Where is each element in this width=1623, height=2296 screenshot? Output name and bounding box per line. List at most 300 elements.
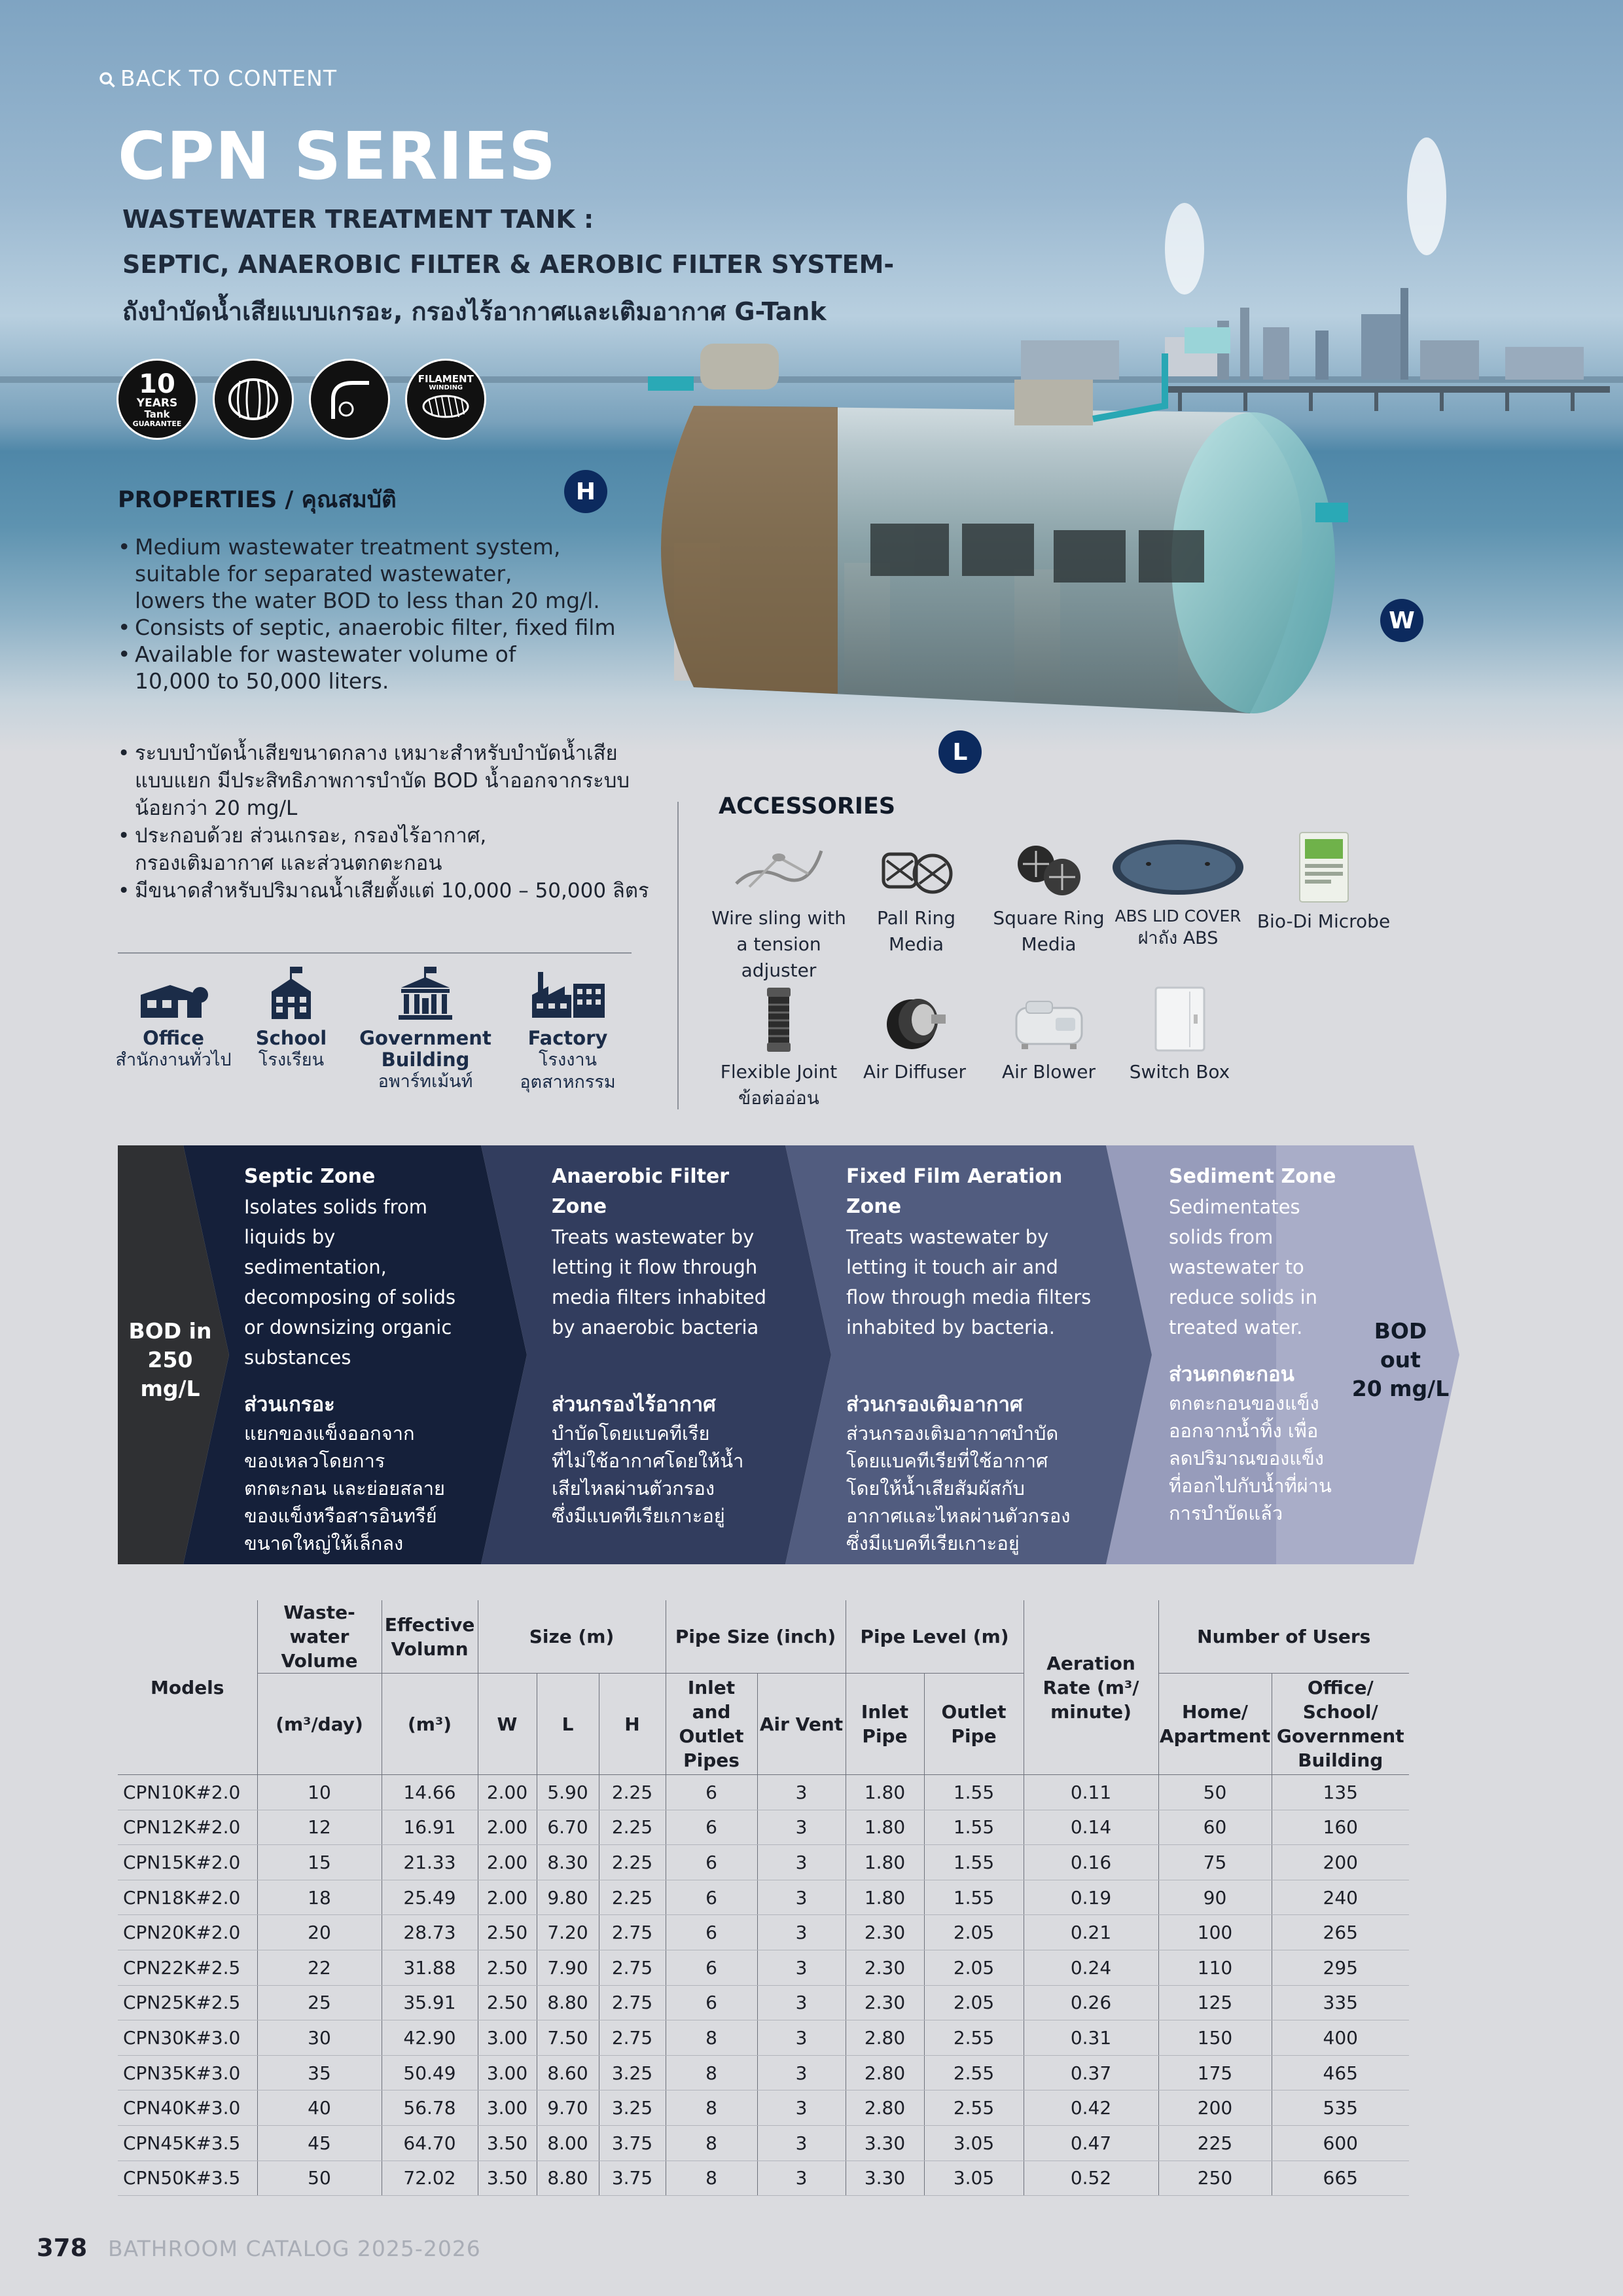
warranty-badge <box>116 359 198 440</box>
zone-thai-line: ส่วนกรองเติมอากาศบำบัด <box>846 1422 1059 1444</box>
header-wastewater-unit: (m³/day) <box>257 1674 382 1775</box>
building-office <box>111 975 236 1071</box>
table-cell: 45 <box>257 2125 382 2161</box>
zone-thai-line: ตกตะกอน และย่อยสลาย <box>244 1477 446 1499</box>
table-cell: 2.00 <box>478 1845 537 1880</box>
header-inlet-pipe <box>846 1674 924 1775</box>
air-diffuser-icon <box>879 988 951 1054</box>
accessory-switch-box <box>1116 985 1243 1085</box>
table-cell: 3.30 <box>846 2125 924 2161</box>
table-cell: 8.60 <box>537 2055 599 2090</box>
factory-icon <box>529 965 607 1021</box>
table-cell: 2.05 <box>924 1950 1024 1985</box>
table-cell: 0.16 <box>1024 1845 1158 1880</box>
header-inlet-outlet-pipes <box>666 1674 757 1775</box>
treatment-process-diagram <box>118 1145 1459 1564</box>
accessories-divider <box>677 802 679 1109</box>
zone-thai-line: โดยแบคทีเรียที่ใช้อากาศ <box>846 1450 1048 1472</box>
zone-title: Septic Zone <box>244 1165 376 1188</box>
accessory-abs-lid <box>1103 834 1253 950</box>
building-office-label: Office <box>143 1027 204 1049</box>
accessory-label: Switch Box <box>1129 1061 1230 1083</box>
zone-desc-line: Sedimentates <box>1169 1196 1300 1218</box>
property-line: Consists of septic, anaerobic filter, fixed film <box>135 615 616 640</box>
table-cell: 3 <box>757 1880 846 1915</box>
table-cell: 16.91 <box>382 1810 478 1845</box>
properties-thai-list <box>118 740 649 905</box>
table-cell: 0.31 <box>1024 2020 1158 2056</box>
table-cell: 72.02 <box>382 2161 478 2196</box>
feature-badges <box>116 359 498 440</box>
pipe-bend-icon <box>320 373 379 425</box>
table-cell: 2.80 <box>846 2090 924 2126</box>
building-school-label: School <box>255 1027 327 1049</box>
table-row <box>118 2020 1409 2056</box>
model-cell: CPN30K#3.0 <box>118 2020 257 2056</box>
table-row <box>118 1950 1409 1985</box>
zone-desc-line: wastewater to <box>1169 1256 1304 1278</box>
bod-out-label <box>1342 1317 1459 1403</box>
zone-desc-line: letting it touch air and <box>846 1256 1058 1278</box>
table-cell: 8.30 <box>537 1845 599 1880</box>
table-cell: 6 <box>666 1845 757 1880</box>
filament-winding-badge <box>405 359 486 440</box>
table-cell: 6 <box>666 1950 757 1985</box>
table-cell: 110 <box>1158 1950 1272 1985</box>
air-blower-icon <box>1010 992 1088 1054</box>
table-cell: 2.30 <box>846 1985 924 2020</box>
table-cell: 2.75 <box>599 2020 666 2056</box>
table-cell: 6 <box>666 1880 757 1915</box>
table-cell: 0.42 <box>1024 2090 1158 2126</box>
winding-label: WINDING <box>429 384 463 392</box>
zone-thai-line: บำบัดโดยแบคทีเรีย <box>552 1422 710 1444</box>
table-cell: 0.24 <box>1024 1950 1158 1985</box>
square-ring-icon <box>1007 838 1092 900</box>
table-cell: 2.30 <box>846 1950 924 1985</box>
table-cell: 8 <box>666 2161 757 2196</box>
search-icon <box>98 71 116 89</box>
table-cell: 150 <box>1158 2020 1272 2056</box>
table-cell: 8 <box>666 2125 757 2161</box>
table-cell: 600 <box>1272 2125 1409 2161</box>
model-cell: CPN12K#2.0 <box>118 1810 257 1845</box>
zone-desc-line: substances <box>244 1346 351 1369</box>
header-size: Size (m) <box>478 1600 666 1674</box>
header-text: School/ <box>1302 1701 1378 1723</box>
table-cell: 3.00 <box>478 2055 537 2090</box>
header-text: minute) <box>1050 1700 1132 1723</box>
header-number-of-users: Number of Users <box>1158 1600 1409 1674</box>
table-row <box>118 1985 1409 2020</box>
zone-thai-line: ซึ่งมีแบคทีเรียเกาะอยู่ <box>552 1505 725 1527</box>
zone-desc-line: liquids by sedimentation, <box>244 1226 387 1278</box>
table-cell: 2.55 <box>924 2020 1024 2056</box>
table-cell: 3 <box>757 1950 846 1985</box>
table-cell: 2.25 <box>599 1845 666 1880</box>
header-air-vent: Air Vent <box>757 1674 846 1775</box>
bod-out-line: BOD <box>1374 1318 1427 1344</box>
zone-thai-line: ที่ไม่ใช้อากาศโดยให้น้ำ <box>552 1450 744 1472</box>
table-cell: 3.50 <box>478 2161 537 2196</box>
zone-desc-line: letting it flow through <box>552 1256 758 1278</box>
model-cell: CPN20K#2.0 <box>118 1915 257 1950</box>
model-cell: CPN18K#2.0 <box>118 1880 257 1915</box>
zone-thai-line: ของเหลวโดยการ <box>244 1450 385 1472</box>
accessory-label: Bio-Di Microbe <box>1257 910 1391 932</box>
table-cell: 40 <box>257 2090 382 2126</box>
property-line: lowers the water BOD to less than 20 mg/l. <box>135 588 600 613</box>
property-bullet <box>118 641 616 694</box>
property-bullet <box>118 614 616 641</box>
header-text: Building <box>1298 1749 1383 1771</box>
table-cell: 56.78 <box>382 2090 478 2126</box>
table-row <box>118 1880 1409 1915</box>
table-cell: 9.70 <box>537 2090 599 2126</box>
zone-thai-line: ขนาดใหญ่ให้เล็กลง <box>244 1532 404 1554</box>
accessory-label: Pall Ring <box>877 907 955 929</box>
header-h: H <box>599 1674 666 1775</box>
table-cell: 64.70 <box>382 2125 478 2161</box>
zone-desc-line: treated water. <box>1169 1316 1303 1338</box>
zone-desc-line: by anaerobic bacteria <box>552 1316 759 1338</box>
properties-title: PROPERTIES / คุณสมบัติ <box>118 487 397 513</box>
property-line: น้อยกว่า 20 mg/L <box>135 797 298 820</box>
subtitle-line-1: WASTEWATER TREATMENT TANK : <box>122 205 594 234</box>
zone-desc-line: solids from <box>1169 1226 1274 1248</box>
header-office-building <box>1272 1674 1409 1775</box>
zone-title: Anaerobic Filter Zone <box>552 1165 730 1218</box>
building-office-thai: สำนักงานทั่วไป <box>115 1050 232 1070</box>
table-cell: 240 <box>1272 1880 1409 1915</box>
table-cell: 9.80 <box>537 1880 599 1915</box>
table-row <box>118 2161 1409 2196</box>
table-cell: 250 <box>1158 2161 1272 2196</box>
zone-desc-line: inhabited by bacteria. <box>846 1316 1055 1338</box>
table-cell: 2.50 <box>478 1915 537 1950</box>
table-cell: 3 <box>757 1810 846 1845</box>
bod-in-line: BOD in <box>128 1318 212 1344</box>
pall-ring-icon <box>874 838 959 900</box>
table-row <box>118 2125 1409 2161</box>
table-cell: 20 <box>257 1915 382 1950</box>
table-cell: 2.25 <box>599 1880 666 1915</box>
table-cell: 3 <box>757 1915 846 1950</box>
table-cell: 1.80 <box>846 1845 924 1880</box>
table-cell: 2.55 <box>924 2090 1024 2126</box>
wire-sling-icon <box>730 838 828 900</box>
dimension-l-marker: L <box>938 730 982 774</box>
table-cell: 8 <box>666 2090 757 2126</box>
property-bullet <box>118 533 616 614</box>
table-cell: 50.49 <box>382 2055 478 2090</box>
header-text: Pipe <box>951 1725 997 1747</box>
zone-thai-line: ของแข็งหรือสารอินทรีย์ <box>244 1505 437 1527</box>
table-cell: 535 <box>1272 2090 1409 2126</box>
table-cell: 1.80 <box>846 1775 924 1810</box>
property-bullet <box>118 740 649 822</box>
table-cell: 225 <box>1158 2125 1272 2161</box>
header-effective-unit: (m³) <box>382 1674 478 1775</box>
header-text: Pipe <box>862 1725 908 1747</box>
subtitle-line-2: SEPTIC, ANAEROBIC FILTER & AEROBIC FILTER SYSTEM- <box>122 250 895 279</box>
zone-anaerobic-filter <box>552 1162 787 1530</box>
table-cell: 0.11 <box>1024 1775 1158 1810</box>
zone-desc-line: flow through media filters <box>846 1286 1092 1308</box>
table-cell: 3 <box>757 2090 846 2126</box>
property-line: กรองเติมอากาศ และส่วนตกตะกอน <box>135 852 442 875</box>
table-cell: 90 <box>1158 1880 1272 1915</box>
table-cell: 0.52 <box>1024 2161 1158 2196</box>
zone-thai-title: ส่วนเกรอะ <box>244 1393 335 1416</box>
header-text: Aeration <box>1046 1652 1135 1674</box>
bod-out-value: 20 mg/L <box>1351 1376 1450 1401</box>
model-cell: CPN35K#3.0 <box>118 2055 257 2090</box>
header-pipe-size: Pipe Size (inch) <box>666 1600 846 1674</box>
zone-desc-line: Isolates solids from <box>244 1196 427 1218</box>
table-cell: 25.49 <box>382 1880 478 1915</box>
table-cell: 18 <box>257 1880 382 1915</box>
table-cell: 50 <box>1158 1775 1272 1810</box>
table-cell: 3 <box>757 2125 846 2161</box>
accessory-label-2: ข้อต่ออ่อน <box>738 1087 819 1109</box>
table-cell: 3.75 <box>599 2161 666 2196</box>
header-text: Volumn <box>391 1638 469 1660</box>
tank-outline-icon <box>224 373 283 425</box>
table-cell: 1.80 <box>846 1810 924 1845</box>
table-cell: 2.05 <box>924 1985 1024 2020</box>
building-factory-label: Factory <box>527 1027 608 1049</box>
table-cell: 35.91 <box>382 1985 478 2020</box>
header-text: Effective <box>384 1613 475 1636</box>
table-cell: 2.50 <box>478 1985 537 2020</box>
model-cell: CPN40K#3.0 <box>118 2090 257 2126</box>
header-home-apartment <box>1158 1674 1272 1775</box>
tank-illustration <box>622 327 1394 746</box>
accessory-air-blower <box>988 992 1109 1085</box>
table-cell: 3 <box>757 1845 846 1880</box>
office-icon <box>137 975 209 1021</box>
zone-thai-line: ที่ออกไปกับน้ำที่ผ่าน <box>1169 1475 1332 1497</box>
accessory-label: ABS LID COVER <box>1115 906 1241 925</box>
zone-thai-line: ซึ่งมีแบคทีเรียเกาะอยู่ <box>846 1532 1020 1554</box>
dimension-h-marker: H <box>564 470 607 513</box>
table-cell: 2.80 <box>846 2020 924 2056</box>
installation-badge <box>309 359 390 440</box>
table-cell: 2.00 <box>478 1810 537 1845</box>
table-cell: 6 <box>666 1775 757 1810</box>
table-cell: 60 <box>1158 1810 1272 1845</box>
table-cell: 465 <box>1272 2055 1409 2090</box>
header-outlet-pipe <box>924 1674 1024 1775</box>
table-row <box>118 1915 1409 1950</box>
property-bullet <box>118 877 649 905</box>
warranty-years-word: YEARS <box>136 397 178 410</box>
table-cell: 0.14 <box>1024 1810 1158 1845</box>
zone-thai-line: อากาศและไหลผ่านตัวกรอง <box>846 1505 1071 1527</box>
table-cell: 1.55 <box>924 1880 1024 1915</box>
property-line: ระบบบำบัดน้ำเสียขนาดกลาง เหมาะสำหรับบำบัดน้ำเสีย <box>135 742 618 765</box>
tank-shape-badge <box>213 359 294 440</box>
zone-thai-line: เสียไหลผ่านตัวกรอง <box>552 1477 715 1499</box>
table-cell: 3.75 <box>599 2125 666 2161</box>
model-cell: CPN10K#2.0 <box>118 1775 257 1810</box>
accessories-title: ACCESSORIES <box>719 793 896 819</box>
table-cell: 160 <box>1272 1810 1409 1845</box>
table-cell: 8.80 <box>537 2161 599 2196</box>
table-cell: 5.90 <box>537 1775 599 1810</box>
header-w: W <box>478 1674 537 1775</box>
table-cell: 14.66 <box>382 1775 478 1810</box>
table-cell: 2.75 <box>599 1915 666 1950</box>
specification-table <box>118 1600 1409 2196</box>
bod-in-label <box>118 1317 223 1403</box>
table-cell: 2.75 <box>599 1985 666 2020</box>
property-bullet <box>118 822 649 877</box>
table-cell: 1.55 <box>924 1845 1024 1880</box>
header-pipe-level: Pipe Level (m) <box>846 1600 1024 1674</box>
table-cell: 3.00 <box>478 2090 537 2126</box>
table-cell: 3 <box>757 2055 846 2090</box>
table-row <box>118 2055 1409 2090</box>
table-cell: 3.05 <box>924 2161 1024 2196</box>
table-cell: 50 <box>257 2161 382 2196</box>
accessory-label-2: ฝาถัง ABS <box>1137 928 1219 948</box>
model-cell: CPN22K#2.5 <box>118 1950 257 1985</box>
table-cell: 3 <box>757 2020 846 2056</box>
header-wastewater-volume <box>257 1600 382 1674</box>
catalog-name: BATHROOM CATALOG 2025-2026 <box>108 2236 481 2261</box>
table-cell: 3.50 <box>478 2125 537 2161</box>
accessory-air-diffuser <box>857 988 972 1085</box>
table-cell: 135 <box>1272 1775 1409 1810</box>
zone-thai-line: ออกจากน้ำทิ้ง เพื่อ <box>1169 1420 1319 1442</box>
flexible-joint-icon <box>759 985 798 1054</box>
property-line: แบบแยก มีประสิทธิภาพการบำบัด BOD น้ำออกจากระบบ <box>135 769 630 793</box>
abs-lid-cover-icon <box>1109 834 1247 900</box>
school-icon <box>265 965 317 1021</box>
table-cell: 8 <box>666 2055 757 2090</box>
table-cell: 0.26 <box>1024 1985 1158 2020</box>
table-cell: 0.47 <box>1024 2125 1158 2161</box>
header-aeration-rate <box>1024 1600 1158 1775</box>
subtitle-line-3: ถังบำบัดน้ำเสียแบบเกรอะ, กรองไร้อากาศและเติมอากาศ G-Tank <box>122 297 827 326</box>
header-text: Government <box>1276 1725 1404 1747</box>
table-cell: 1.55 <box>924 1775 1024 1810</box>
header-models: Models <box>118 1600 257 1775</box>
table-cell: 125 <box>1158 1985 1272 2020</box>
header-text: Volume <box>281 1650 358 1672</box>
table-cell: 2.75 <box>599 1950 666 1985</box>
page-title: CPN SERIES <box>118 118 557 194</box>
header-text: Inlet <box>861 1701 909 1723</box>
table-cell: 6.70 <box>537 1810 599 1845</box>
accessory-label: Flexible Joint <box>720 1061 838 1083</box>
building-school-thai: โรงเรียน <box>258 1050 325 1070</box>
table-cell: 3 <box>757 2161 846 2196</box>
zone-thai-line: การบำบัดแล้ว <box>1169 1502 1283 1524</box>
microbe-pack-icon <box>1294 831 1353 903</box>
filament-label: FILAMENT <box>418 373 474 386</box>
property-line: suitable for separated wastewater, <box>135 561 512 586</box>
warranty-tank-word: Tank <box>144 408 170 421</box>
bod-in-unit: mg/L <box>140 1376 200 1401</box>
table-cell: 265 <box>1272 1915 1409 1950</box>
property-line: Available for wastewater volume of <box>135 641 516 667</box>
table-row <box>118 1845 1409 1880</box>
table-cell: 12 <box>257 1810 382 1845</box>
table-cell: 15 <box>257 1845 382 1880</box>
header-text: Apartment <box>1159 1725 1271 1747</box>
accessory-label: Wire sling with <box>711 907 846 929</box>
table-cell: 1.55 <box>924 1810 1024 1845</box>
header-text: and <box>692 1701 731 1723</box>
header-effective-volume <box>382 1600 478 1674</box>
model-cell: CPN50K#3.5 <box>118 2161 257 2196</box>
accessory-label-2: Media <box>1021 933 1077 955</box>
property-line: มีขนาดสำหรับปริมาณน้ำเสียตั้งแต่ 10,000 – 50,000 ลิตร <box>135 879 649 903</box>
bod-in-value: 250 <box>147 1347 193 1372</box>
zone-desc-line: media filters inhabited <box>552 1286 767 1308</box>
table-cell: 3.25 <box>599 2055 666 2090</box>
accessory-flexible-joint <box>710 985 847 1111</box>
table-cell: 3.00 <box>478 2020 537 2056</box>
table-cell: 2.30 <box>846 1915 924 1950</box>
warranty-guarantee-word: GUARANTEE <box>132 420 182 429</box>
accessory-wire-sling <box>697 838 861 984</box>
header-text: Home/ <box>1181 1701 1249 1723</box>
table-cell: 7.20 <box>537 1915 599 1950</box>
table-cell: 2.00 <box>478 1775 537 1810</box>
property-line: Medium wastewater treatment system, <box>135 534 561 560</box>
zone-title: Fixed Film Aeration Zone <box>846 1165 1063 1218</box>
header-text: Office/ <box>1307 1677 1374 1698</box>
header-text: Waste-water <box>283 1602 355 1647</box>
table-cell: 8.00 <box>537 2125 599 2161</box>
section-divider <box>118 952 632 954</box>
government-building-icon <box>396 965 455 1021</box>
table-cell: 21.33 <box>382 1845 478 1880</box>
table-cell: 22 <box>257 1950 382 1985</box>
back-to-content-label: BACK TO CONTENT <box>120 65 337 91</box>
bod-out-word: out <box>1380 1347 1421 1372</box>
table-cell: 6 <box>666 1985 757 2020</box>
building-school <box>245 965 337 1071</box>
table-cell: 8 <box>666 2020 757 2056</box>
table-cell: 3.30 <box>846 2161 924 2196</box>
model-cell: CPN45K#3.5 <box>118 2125 257 2161</box>
model-cell: CPN25K#2.5 <box>118 1985 257 2020</box>
zone-septic <box>244 1162 480 1557</box>
header-text: Inlet <box>687 1677 736 1698</box>
table-cell: 335 <box>1272 1985 1409 2020</box>
table-cell: 200 <box>1272 1845 1409 1880</box>
header-text: Outlet <box>679 1725 744 1747</box>
table-cell: 25 <box>257 1985 382 2020</box>
zone-thai-line: ลดปริมาณของแข็ง <box>1169 1447 1324 1469</box>
zone-thai-line: แยกของแข็งออกจาก <box>244 1422 415 1444</box>
table-cell: 295 <box>1272 1950 1409 1985</box>
back-to-content-link[interactable] <box>98 65 337 91</box>
table-cell: 400 <box>1272 2020 1409 2056</box>
zone-thai-title: ส่วนกรองไร้อากาศ <box>552 1393 716 1416</box>
table-cell: 2.80 <box>846 2055 924 2090</box>
table-cell: 7.50 <box>537 2020 599 2056</box>
properties-english-list <box>118 533 616 694</box>
zone-desc-line: or downsizing organic <box>244 1316 452 1338</box>
table-cell: 10 <box>257 1775 382 1810</box>
table-cell: 2.05 <box>924 1915 1024 1950</box>
